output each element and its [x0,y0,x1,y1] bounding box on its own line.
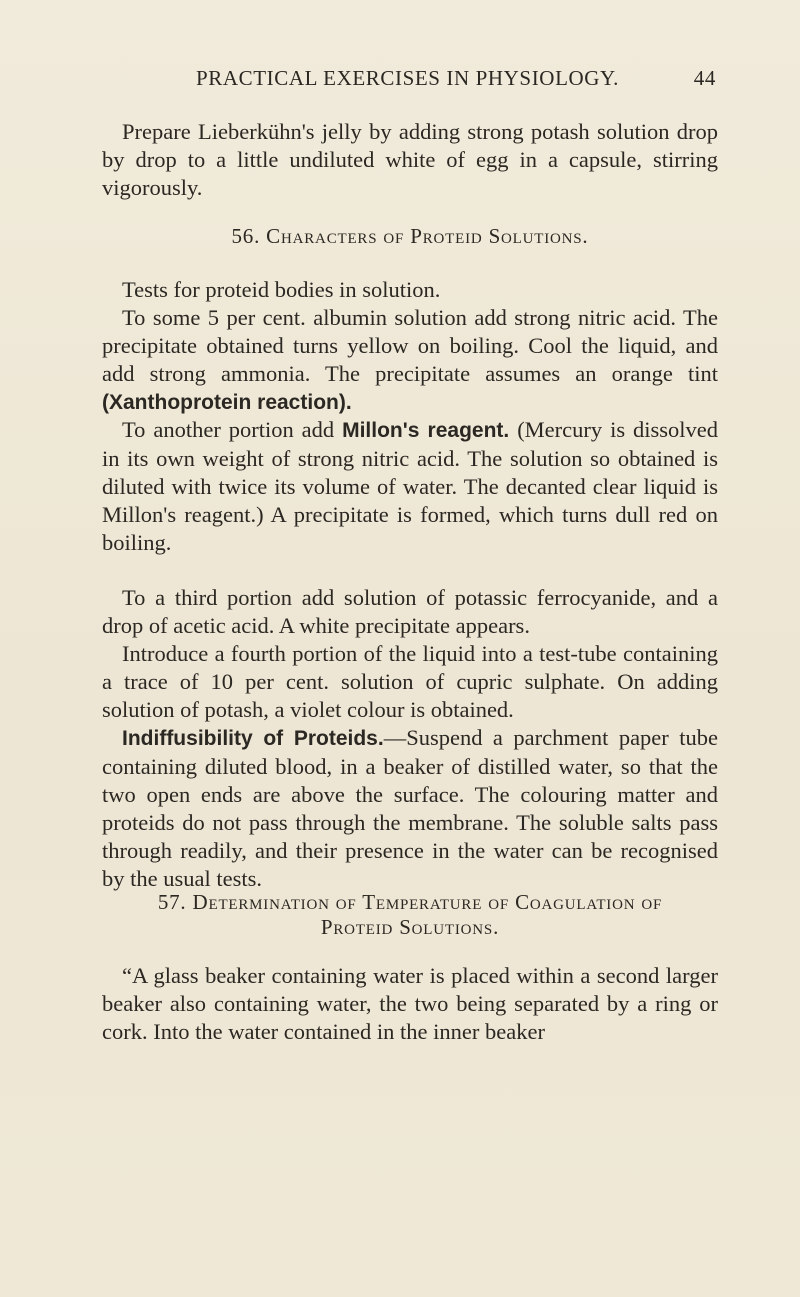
section-56-heading: 56. Characters of Proteid Solutions. [231,224,589,248]
running-title: PRACTICAL EXERCISES IN PHYSIOLOGY. [196,66,619,90]
xanthoprotein-paragraph [102,304,718,417]
opening-paragraph: Prepare Lieberkühn's jelly by adding strong potash solution drop by drop to a little undiluted white of egg in a capsule, stirring vigorously. [102,119,718,200]
xanthoprotein-term: (Xanthoprotein reaction). [102,391,352,414]
page-number: 44 [693,66,716,90]
section-57-heading-line1: 57. Determination of Temperature of Coagulation of [157,890,663,914]
xanthoprotein-text: To some 5 per cent. albumin solution add strong nitric acid. The precipitate obtained turns yellow on boiling. Cool the liquid, and add strong ammonia. The precipitate assumes an orange tint [102,305,718,386]
section-57-paragraph: “A glass beaker containing water is placed within a second larger beaker also containing water, the two being separated by a ring or cork. Into the water contained in the inner beaker [102,963,718,1044]
section-57-heading-line2: Proteid Solutions. [320,915,500,939]
indiffusibility-text: —Suspend a parchment paper tube containing diluted blood, in a beaker of distilled water, so that the two open ends are above the surface. The colouring matter and proteids do not pass through the membrane. The soluble salts pass through readily, and their presence in the water can be recognised by the usual tests. [102,725,719,891]
millon-paragraph [102,416,718,557]
millon-text: (Mercury is dissolved in its own weight of strong nitric acid. The solution so obtained is diluted with twice its volume of water. The decanted clear liquid is Millon's reagent.) A precipitate is formed, which turns dull red on boiling. [102,417,719,555]
section-57-heading [102,890,718,940]
ferrocyanide-paragraph: To a third portion add solution of potassic ferrocyanide, and a drop of acetic acid. A white precipitate appears. [102,585,718,638]
indiffusibility-term: Indiffusibility of Proteids. [122,727,384,750]
millon-lead: To another portion add [122,417,335,442]
section-56-intro: Tests for proteid bodies in solution. [122,277,441,302]
indiffusibility-paragraph [102,724,718,893]
millon-term: Millon's reagent. [342,419,510,442]
biuret-paragraph: Introduce a fourth portion of the liquid into a test-tube containing a trace of 10 per cent. solution of cupric sulphate. On adding solution of potash, a violet colour is obtained. [102,641,718,722]
running-header [196,66,716,91]
